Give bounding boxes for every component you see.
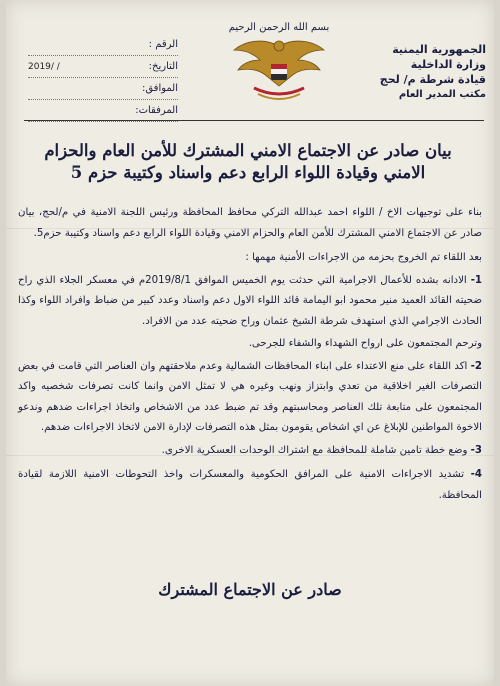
lead-paragraph: بعد اللقاء تم الخروج بحزمه من الاجراءات الأمنية مهمها : (245, 252, 482, 263)
item-number: 1- (470, 274, 483, 286)
ministry-name: وزارة الداخلية (410, 58, 486, 71)
date-row (28, 56, 178, 78)
item-text: تشديد الاجراءات الامنية على المرافق الحكومية والمعسكرات واخذ التحوطات الامنية اللازمة لقيادة المحافظة. (18, 469, 482, 501)
date-label: التاريخ: (148, 61, 178, 72)
document-page (6, 0, 494, 686)
corresponding-label: الموافق: (141, 83, 178, 94)
basmala: بسم الله الرحمن الرحيم (228, 22, 330, 33)
attachments-label: المرفقات: (135, 105, 178, 116)
country-name: الجمهورية اليمنية (392, 43, 486, 56)
corresponding-row (28, 78, 178, 100)
list-item (18, 357, 482, 439)
list-item (18, 334, 482, 355)
closing-signature-line: صادر عن الاجتماع المشترك (158, 580, 342, 599)
statement-title (16, 140, 480, 184)
item-text: وترحم المجتمعون على ارواح الشهداء والشفاء للجرحى. (248, 338, 482, 349)
document-meta (28, 34, 178, 122)
title-line-2: الامني وقيادة اللواء الرابع دعم واسناد وكتيبة حزم 5 (70, 163, 426, 182)
list-item (18, 441, 482, 462)
statement-body (18, 203, 482, 508)
list-item (18, 465, 482, 506)
item-number: 4- (470, 469, 482, 480)
office-name: مكتب المدير العام (398, 89, 486, 100)
issuer-header (376, 42, 486, 102)
item-text: اكد اللقاء على منع الاعتداء على ابناء المحافظات الشمالية وعدم ملاحقتهم وان العناصر التي قامت في بعض التصرفات الغير اخلاقية من تعدي وابتزاز ونهب وغيره هي لا تمثل الامن وانما كانت تصرفات شخصيه واكد المجتمعون على متابعة تلك العناصر ومحاسبتهم وقد تم ضبط عدد من الاشخاص واتخاذ اجراءات ضدهم وندعو الاخوة المواطنين للإبلاغ عن اي اشخاص يقومون بمثل هذه التصرفات لإدارة الامن لاتخاذ الاجراءات ضدهم. (18, 360, 482, 433)
date-value: 2019/ / (28, 62, 60, 72)
list-item (18, 271, 482, 333)
item-number: 3- (470, 444, 482, 456)
intro-paragraph: بناء على توجيهات الاخ / اللواء احمد عبدالله التركي محافظ المحافظة ورئيس اللجنة الامنية في م/لحج، بيان صادر عن الاجتماع الامني المشترك للأمن العام والحزام الامني وقيادة اللواء الرابع دعم واسناد وكتيبة حزم5. (18, 207, 482, 239)
attachments-row (28, 100, 178, 122)
item-number: 2- (470, 360, 482, 372)
number-row (28, 34, 178, 56)
number-label: الرقم : (148, 39, 178, 50)
yemen-eagle-emblem (224, 16, 334, 111)
command-name: قيادة شرطة م/ لحج (379, 73, 486, 86)
item-text: وضع خطة تامين شاملة للمحافظة مع اشتراك الوحدات العسكرية الاخرى. (161, 444, 468, 456)
item-text: الادانه بشده للأعمال الاجرامية التي حدثت يوم الخميس الموافق 2019/8/1م في معسكر الجلاء الذي راح ضحيته القائد العميد منير محمود ابو اليمامة قائد اللواء الاول دعم واسناد وعدد كبير من ضباط وافراد اللواء وكذا الحادث الاجرامي الذي استهدف شرطة الشيخ عثمان وراح ضحيته عدد من الافراد. (18, 274, 482, 327)
title-line-1: بيان صادر عن الاجتماع الامني المشترك للأمن العام والحزام (44, 141, 452, 160)
header-divider (24, 120, 484, 121)
